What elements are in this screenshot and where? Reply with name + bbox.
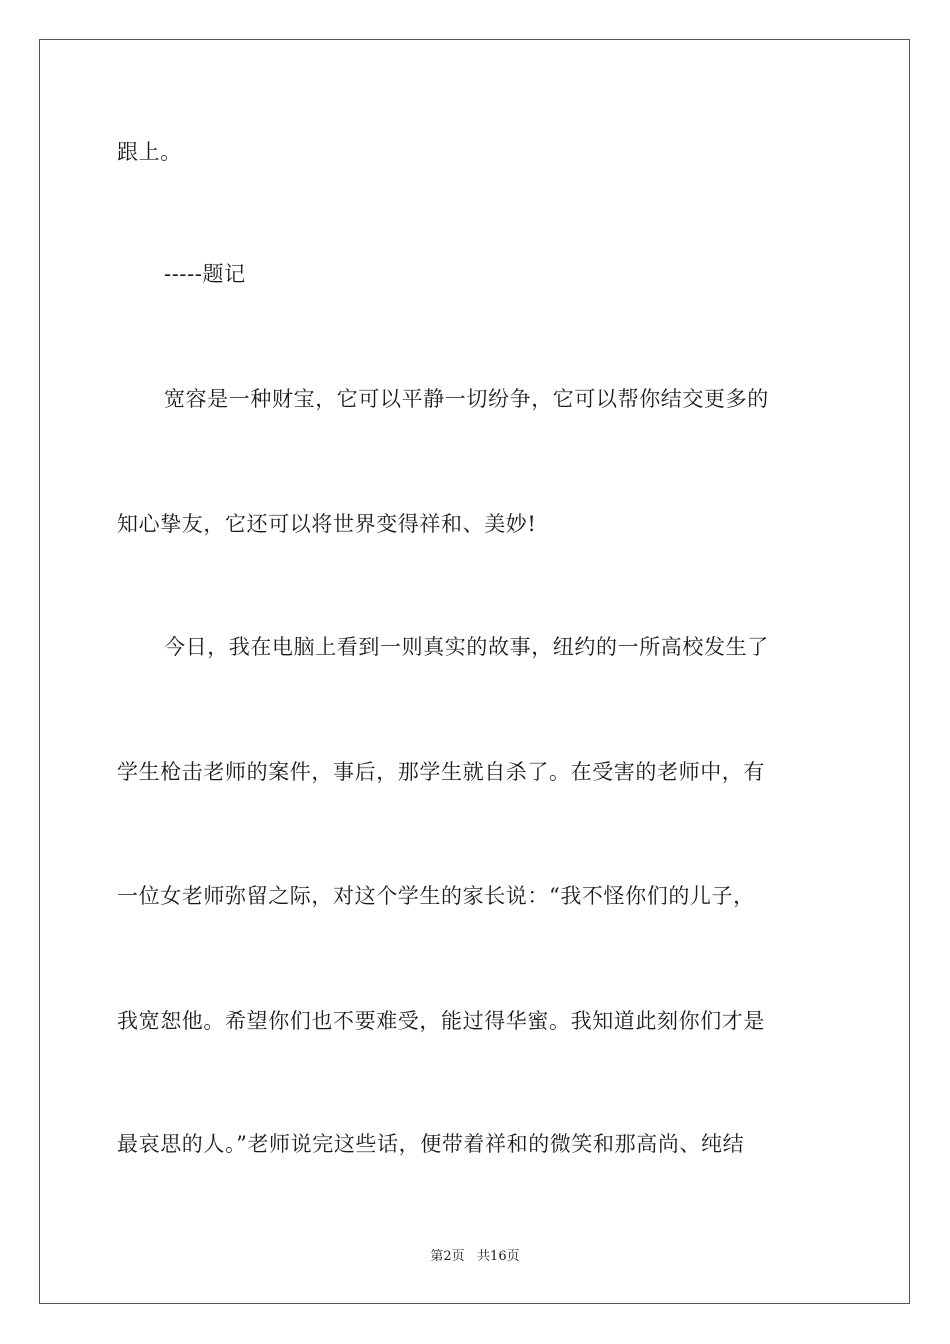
page-number-footer: 第2页 共16页 — [430, 1249, 520, 1264]
page-border — [39, 39, 910, 1304]
text-line: 学生枪击老师的案件，事后，那学生就自杀了。在受害的老师中，有 — [117, 760, 765, 784]
text-line: 一位女老师弥留之际，对这个学生的家长说：“我不怪你们的儿子， — [117, 884, 755, 908]
text-line: 我宽恕他。希望你们也不要难受，能过得华蜜。我知道此刻你们才是 — [117, 1009, 765, 1033]
text-line: 最哀思的人。”老师说完这些话，便带着祥和的微笑和那高尚、纯结 — [117, 1132, 745, 1156]
text-line: 知心挚友，它还可以将世界变得祥和、美妙! — [117, 512, 537, 536]
text-line: 跟上。 — [117, 140, 182, 164]
paragraph-first-line: 今日，我在电脑上看到一则真实的故事，纽约的一所高校发生了 — [164, 635, 769, 659]
paragraph-first-line: 宽容是一种财宝，它可以平静一切纷争，它可以帮你结交更多的 — [164, 387, 769, 411]
text-line: -----题记 — [164, 262, 246, 286]
